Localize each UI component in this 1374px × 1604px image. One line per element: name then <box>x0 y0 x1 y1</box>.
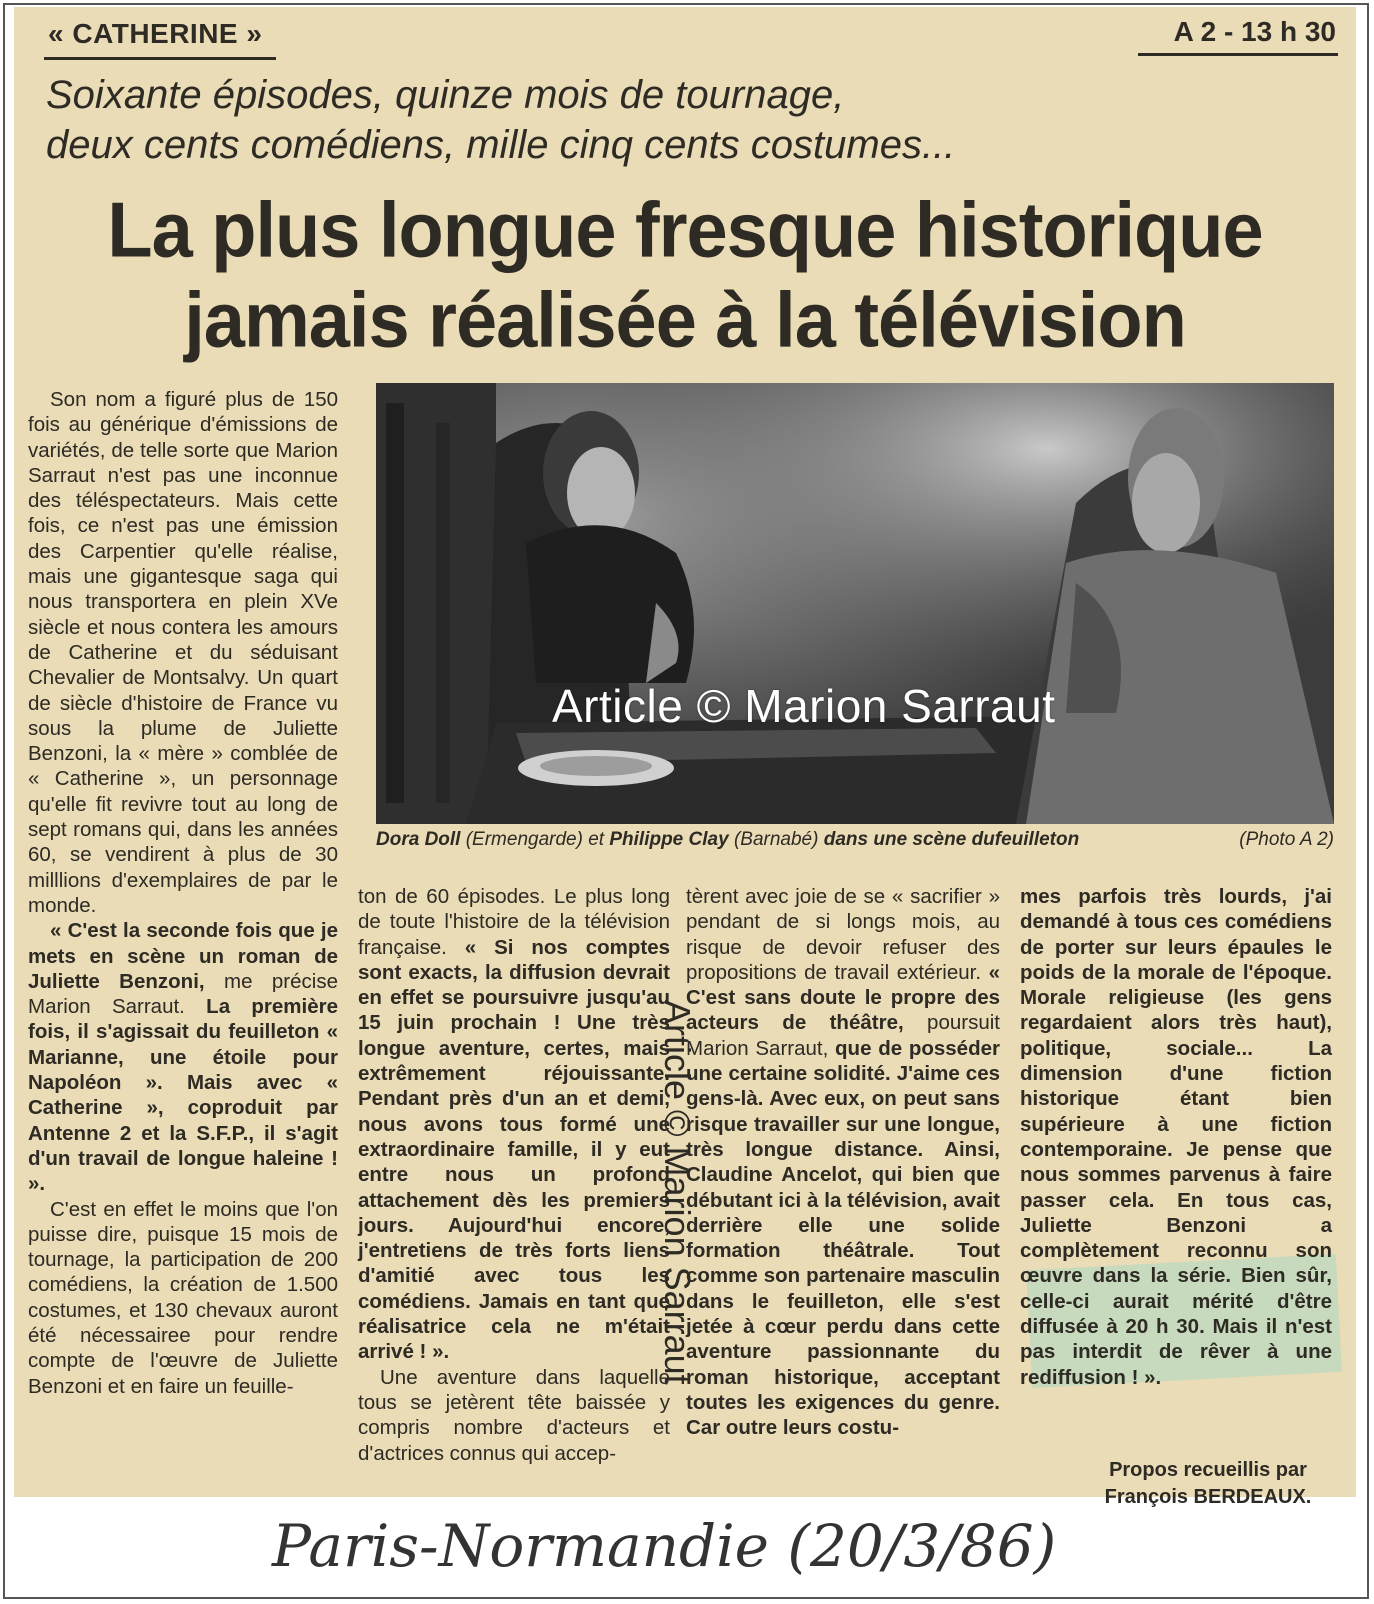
caption-rest: dans une scène dufeuilleton <box>823 829 1080 850</box>
byline-line-1: Propos recueillis par <box>1109 1459 1307 1481</box>
col1-paragraph-1: Son nom a figuré plus de 150 fois au générique d'émissions de variétés, de telle sorte que Marion Sarraut n'est pas une inconnue des téléspectateurs. Mais cette fois, ce n'est pas une émission des Carpentier qu'elle réalise, mais une gigantesque saga qui nous transportera en plein XVe siècle et nous contera les amours de Catherine et du séduisant Chevalier de Montsalvy. Un quart de siècle d'histoire de France vu sous la plume de Juliette Benzoni, la « mère » comblée de « Catherine », un personnage qu'elle fit revivre tout au long de sept romans qui, dans les années 60, se vendirent à plus de 30 milllions d'exemplaires de par le monde. <box>28 388 338 917</box>
col1-attribution: me précise Marion Sarraut. <box>28 969 338 1019</box>
col1-paragraph-2 <box>28 918 338 1196</box>
photo-scene <box>376 383 1334 824</box>
handwritten-source-note: Paris-Normandie (20/3/86) <box>272 1512 1057 1580</box>
schedule-underline <box>1138 53 1338 56</box>
article-column-1 <box>28 387 338 1399</box>
article-column-4 <box>1020 884 1332 1390</box>
caption-role-2: (Barnabé) <box>733 829 819 850</box>
col4-paragraph-1: mes parfois très lourds, j'ai demandé à tous ces comédiens de porter sur leurs épaules le poids de la morale de l'époque. Morale religieuse (les gens regardaient alors très haut), politique, sociale... La dimension d'une fiction historique étant bien supérieure à une fiction contemporaine. Je pense que nous sommes parvenus à faire passer cela. En tous cas, Juliette Benzoni a complètement reconnu son œuvre dans la série. Bien sûr, celle-ci aurait mérité d'être diffusée à 20 h 30. Mais il n'est pas interdit de rêver à une rediffusion ! ». <box>1020 885 1332 1389</box>
article-column-3 <box>686 884 1000 1441</box>
headline-line-2: jamais réalisée à la télévision <box>184 275 1186 364</box>
col1-quote-2: La première fois, il s'agissait du feuilleton « Marianne, une étoile pour Napoléon ». Mais avec « Catherine », coproduit par Antenne 2 et la S.F.P., il s'agit d'un travail de longue haleine ! ». <box>28 995 338 1196</box>
col1-paragraph-3: C'est en effet le moins que l'on puisse dire, puisque 15 mois de tournage, la participation de 200 comédiens, la création de 1.500 costumes, et 130 chevaux auront été nécessairee pour rendre compte de l'œuvre de Juliette Benzoni et en faire un feuille- <box>28 1197 338 1398</box>
section-label: « CATHERINE » <box>48 18 263 49</box>
newspaper-clipping <box>14 7 1356 1508</box>
col3-quote-1: « C'est sans doute le propre des acteurs de théâtre, <box>686 960 1000 1035</box>
section-underline <box>44 57 276 60</box>
caption-actor-2: Philippe Clay <box>609 829 729 850</box>
col1-quote-1: « C'est la seconde fois que je mets en scène un roman de Juliette Benzoni, <box>28 919 338 993</box>
col3-attribution: poursuit Marion Sarraut, <box>686 1011 1000 1060</box>
byline-author: François BERDEAUX. <box>1104 1486 1312 1508</box>
photo-credit: (Photo A 2) <box>1239 829 1334 850</box>
watermark-vertical: Article © Marion Sarraut <box>657 1000 698 1385</box>
col3-quote-2: que de posséder une certaine solidité. J'aime ces gens-là. Avec eux, on peut sans risque travailler sur une longue, très longue distance. Ainsi, Claudine Ancelot, qui bien que débutant ici à la télévision, avait derrière elle une solide formation théâtrale. Tout comme son partenaire masculin dans le feuilleton, elle s'est jetée à cœur perdu dans cette aventure passionnante du roman historique, acceptant toutes les exigences du genre. Car outre leurs costu- <box>686 1036 1000 1440</box>
col2-paragraph-2: Une aventure dans laquelle tous se jetèrent tête baissée y compris nombre d'acteurs et d'actrices connus qui accep- <box>358 1365 670 1465</box>
watermark-horizontal: Article © Marion Sarraut <box>552 680 1056 732</box>
col3-paragraph-1 <box>686 884 1000 1441</box>
caption-role-1: (Ermengarde) et <box>465 829 605 850</box>
article-column-2 <box>358 884 670 1466</box>
caption-actor-1: Dora Doll <box>376 829 461 850</box>
broadcast-schedule: A 2 - 13 h 30 <box>1173 16 1336 47</box>
photo-caption <box>376 829 1079 851</box>
kicker-line-2: deux cents comédiens, mille cinq cents costumes... <box>46 123 956 167</box>
col3-text: tèrent avec joie de se « sacrifier » pendant de si longs mois, au risque de devoir refuser des propositions de travail extérieur. <box>686 885 1000 984</box>
col2-text: ton de 60 épisodes. Le plus long de toute l'histoire de la télévision française. <box>358 885 670 959</box>
article-photo <box>376 383 1334 824</box>
headline-line-1: La plus longue fresque historique <box>107 185 1263 274</box>
byline <box>1078 1457 1338 1511</box>
col2-quote: « Si nos comptes sont exacts, la diffusion devrait en effet se poursuivre jusqu'au 15 juin prochain ! Une très longue aventure, certes, mais extrêmement réjouissante. Pendant près d'un an et demi, nous avons tous formé une extraordinaire famille, il y eut entre nous un profond attachement dès les premiers jours. Aujourd'hui encore, j'entretiens de très forts liens d'amitié avec tous les comédiens. Jamais en tant que réalisatrice cela ne m'était arrivé ! ». <box>358 935 670 1364</box>
col2-paragraph-1 <box>358 884 670 1365</box>
kicker-line-1: Soixante épisodes, quinze mois de tournage, <box>46 73 845 117</box>
